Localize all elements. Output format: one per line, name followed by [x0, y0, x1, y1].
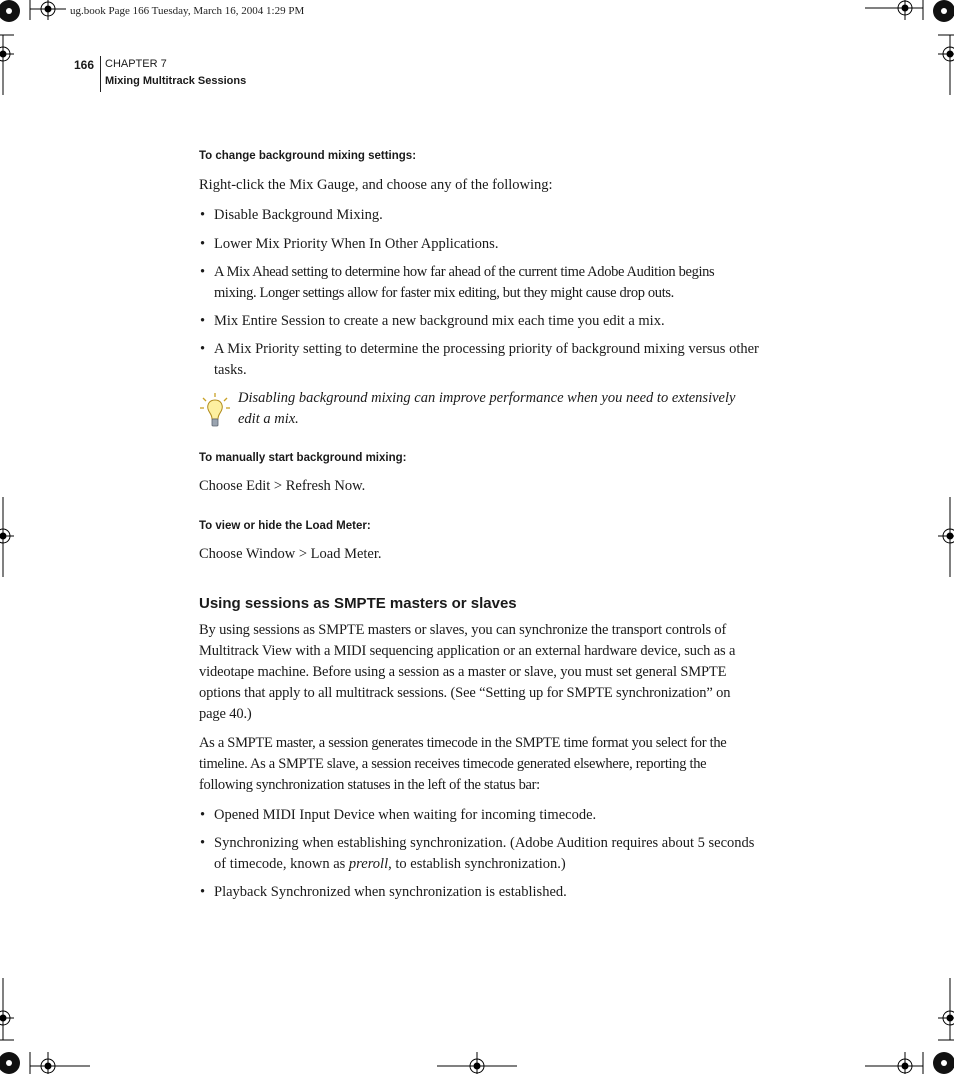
bullet-glyph: •: [200, 835, 206, 851]
paragraph: As a SMPTE master, a session generates timecode in the SMPTE time format you select for the timeline. As a SMPTE slave, a session receives timecode generated elsewhere, reporting the following synchronization statuses in the left of the status bar:: [199, 735, 727, 793]
procedure-heading: To view or hide the Load Meter:: [199, 520, 371, 532]
bullet-glyph: •: [200, 236, 206, 252]
bullet-glyph: •: [200, 264, 206, 280]
list-item: [199, 339, 759, 381]
bullet-glyph: •: [200, 884, 206, 900]
section-heading: Using sessions as SMPTE masters or slaves: [199, 595, 517, 612]
paragraph: Choose Edit > Refresh Now.: [199, 478, 366, 494]
starburst-icon: [933, 0, 954, 22]
list-item: [199, 833, 759, 875]
list-item-text: Opened MIDI Input Device when waiting for incoming timecode.: [214, 807, 597, 823]
paragraph: By using sessions as SMPTE masters or slaves, you can synchronize the transport controls of Multitrack View with a MIDI sequencing application or an external hardware device, such as a videotape machine. Before using a session as a master or slave, you must set general SMPTE options that apply to all multitrack sessions. (See “Setting up for SMPTE synchronization” on page 40.): [199, 622, 736, 722]
bullet-glyph: •: [200, 207, 206, 223]
list-item: [199, 311, 759, 332]
bullet-glyph: •: [200, 313, 206, 329]
crosshair-registration-icon: [0, 497, 14, 577]
list-item-text: Playback Synchronized when synchronization is established.: [214, 884, 567, 900]
list-item-text: A Mix Ahead setting to determine how far ahead of the current time Adobe Audition begins mixing. Longer settings allow for faster mix editing, but they might cause drop outs.: [214, 264, 715, 301]
list-item: [199, 882, 759, 903]
emphasized-term: preroll: [348, 856, 389, 872]
crosshair-registration-icon: [30, 0, 66, 20]
crosshair-registration-icon: [938, 497, 954, 577]
list-item-text-part: Synchronizing when establishing synchronization. (Adobe Audition requires about 5 seconds of timecode, known as: [214, 835, 755, 872]
list-item-text: [214, 833, 759, 875]
page-number: 166: [74, 58, 95, 72]
chapter-label: CHAPTER 7: [105, 58, 167, 70]
crosshair-registration-icon: [30, 1052, 90, 1074]
list-item-text-part: , to establish synchronization.): [388, 856, 566, 872]
lightbulb-icon: [199, 392, 231, 430]
list-item-text: A Mix Priority setting to determine the processing priority of background mixing versus other tasks.: [214, 341, 759, 378]
list-item: [199, 205, 759, 226]
crosshair-registration-icon: [865, 0, 923, 20]
paragraph: Choose Window > Load Meter.: [199, 546, 382, 562]
starburst-icon: [933, 1052, 954, 1074]
list-item: [199, 262, 759, 304]
paragraph: Right-click the Mix Gauge, and choose any of the following:: [199, 177, 553, 193]
crosshair-registration-icon: [0, 35, 14, 95]
starburst-icon: [0, 0, 20, 22]
list-item: [199, 805, 759, 826]
crosshair-registration-icon: [865, 1052, 923, 1074]
list-item-text: Disable Background Mixing.: [214, 207, 383, 223]
bullet-glyph: •: [200, 341, 206, 357]
crosshair-registration-icon: [0, 978, 14, 1040]
crosshair-registration-icon: [938, 35, 954, 95]
starburst-icon: [0, 1052, 20, 1074]
header-divider: [100, 56, 101, 92]
procedure-heading: To change background mixing settings:: [199, 150, 417, 162]
crosshair-registration-icon: [437, 1052, 517, 1074]
list-item-text: Mix Entire Session to create a new background mix each time you edit a mix.: [214, 313, 665, 329]
bullet-glyph: •: [200, 807, 206, 823]
crosshair-registration-icon: [938, 978, 954, 1040]
list-item-text: Lower Mix Priority When In Other Applications.: [214, 236, 499, 252]
print-slug: ug.book Page 166 Tuesday, March 16, 2004 1:29 PM: [70, 5, 305, 17]
chapter-title: Mixing Multitrack Sessions: [105, 75, 247, 87]
tip-text: Disabling background mixing can improve performance when you need to extensively edit a mix.: [238, 390, 736, 427]
procedure-heading: To manually start background mixing:: [199, 452, 407, 464]
list-item: [199, 234, 759, 255]
